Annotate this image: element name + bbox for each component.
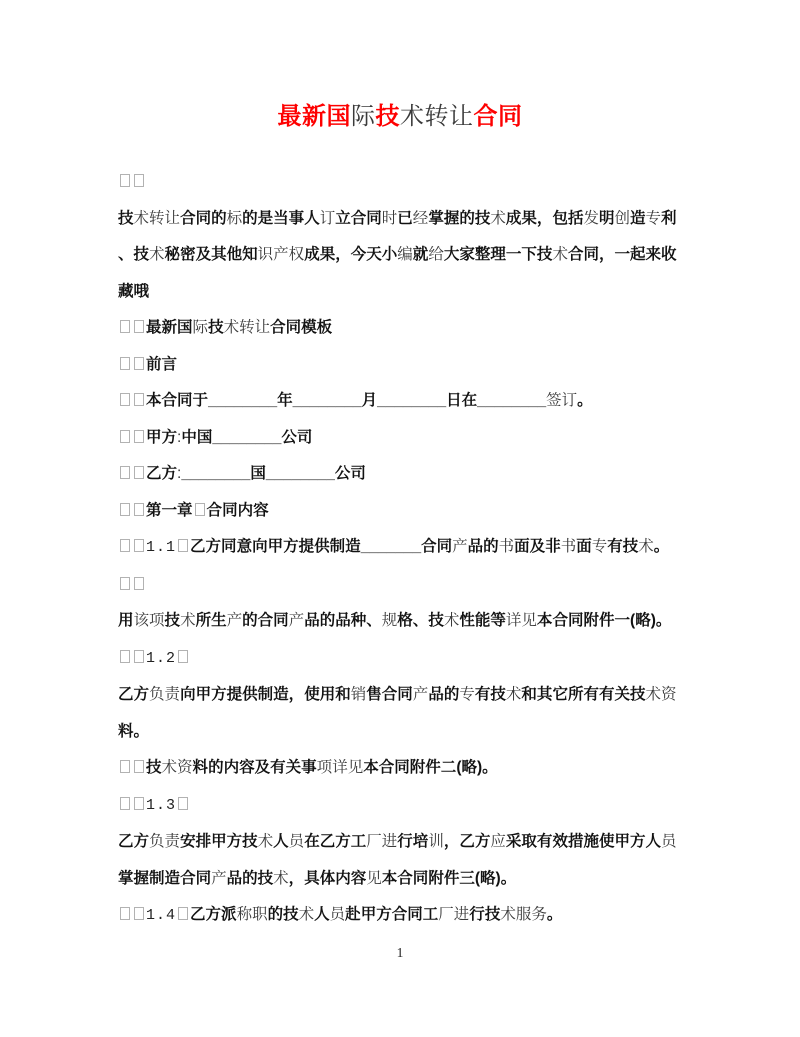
document-body xyxy=(118,164,690,935)
missing-glyph-box xyxy=(178,539,188,552)
paragraph: 乙方:________国________公司 xyxy=(118,456,690,493)
missing-glyph-box xyxy=(134,393,144,406)
missing-glyph-box xyxy=(178,797,188,810)
paragraph: 乙方负责安排甲方技术人员在乙方工厂进行培训，乙方应采取有效措施使甲方人员掌握制造合同产品的技术，具体内容见本合同附件三(略)。 xyxy=(118,833,677,887)
paragraph: 乙方负责向甲方提供制造，使用和销售合同产品的专有技术和其它所有有关技术资料。 xyxy=(118,686,677,740)
missing-glyph-box xyxy=(134,430,144,443)
missing-glyph-box xyxy=(120,320,130,333)
missing-glyph-box xyxy=(120,357,130,370)
missing-glyph-box xyxy=(120,174,130,187)
missing-glyph-box xyxy=(134,760,144,773)
paragraph: 甲方:中国________公司 xyxy=(118,420,690,457)
missing-glyph-box xyxy=(120,539,130,552)
missing-glyph-box xyxy=(120,430,130,443)
paragraph: 1.4 乙方派称职的技术人员赴甲方合同工厂进行技术服务。 xyxy=(118,897,690,935)
paragraph: 1.1 乙方同意向甲方提供制造_______合同产品的书面及非书面专有技术。 xyxy=(118,529,690,567)
page-number: 1 xyxy=(396,944,404,960)
missing-glyph-box xyxy=(120,577,130,590)
paragraph xyxy=(118,164,690,201)
paragraph: 用该项技术所生产的合同产品的品种、规格、技术性能等详见本合同附件一(略)。 xyxy=(118,612,672,629)
page-title: 最新国际技术转让合同 xyxy=(277,103,523,130)
paragraph xyxy=(118,567,690,604)
missing-glyph-box xyxy=(134,907,144,920)
missing-glyph-box xyxy=(195,503,205,516)
paragraph: 技术资料的内容及有关事项详见本合同附件二(略)。 xyxy=(118,750,690,787)
missing-glyph-box xyxy=(120,466,130,479)
missing-glyph-box xyxy=(134,797,144,810)
paragraph: 最新国际技术转让合同模板 xyxy=(118,310,690,347)
missing-glyph-box xyxy=(134,357,144,370)
missing-glyph-box xyxy=(178,650,188,663)
missing-glyph-box xyxy=(120,650,130,663)
paragraph: 技术转让合同的标的是当事人订立合同时已经掌握的技术成果，包括发明创造专利、技术秘密及其他知识产权成果，今天小编就给大家整理一下技术合同，一起来收藏哦 xyxy=(118,209,677,300)
paragraph: 1.3 xyxy=(118,787,690,825)
missing-glyph-box xyxy=(120,503,130,516)
missing-glyph-box xyxy=(134,320,144,333)
paragraph: 1.2 xyxy=(118,640,690,678)
missing-glyph-box xyxy=(134,650,144,663)
missing-glyph-box xyxy=(134,174,144,187)
missing-glyph-box xyxy=(134,503,144,516)
missing-glyph-box xyxy=(134,466,144,479)
missing-glyph-box xyxy=(178,907,188,920)
paragraph: 第一章 合同内容 xyxy=(118,493,690,530)
paragraph: 本合同于________年________月________日在________签订。 xyxy=(118,383,690,420)
missing-glyph-box xyxy=(120,760,130,773)
missing-glyph-box xyxy=(120,393,130,406)
missing-glyph-box xyxy=(134,577,144,590)
missing-glyph-box xyxy=(134,539,144,552)
missing-glyph-box xyxy=(120,797,130,810)
missing-glyph-box xyxy=(120,907,130,920)
paragraph: 前言 xyxy=(118,347,690,384)
